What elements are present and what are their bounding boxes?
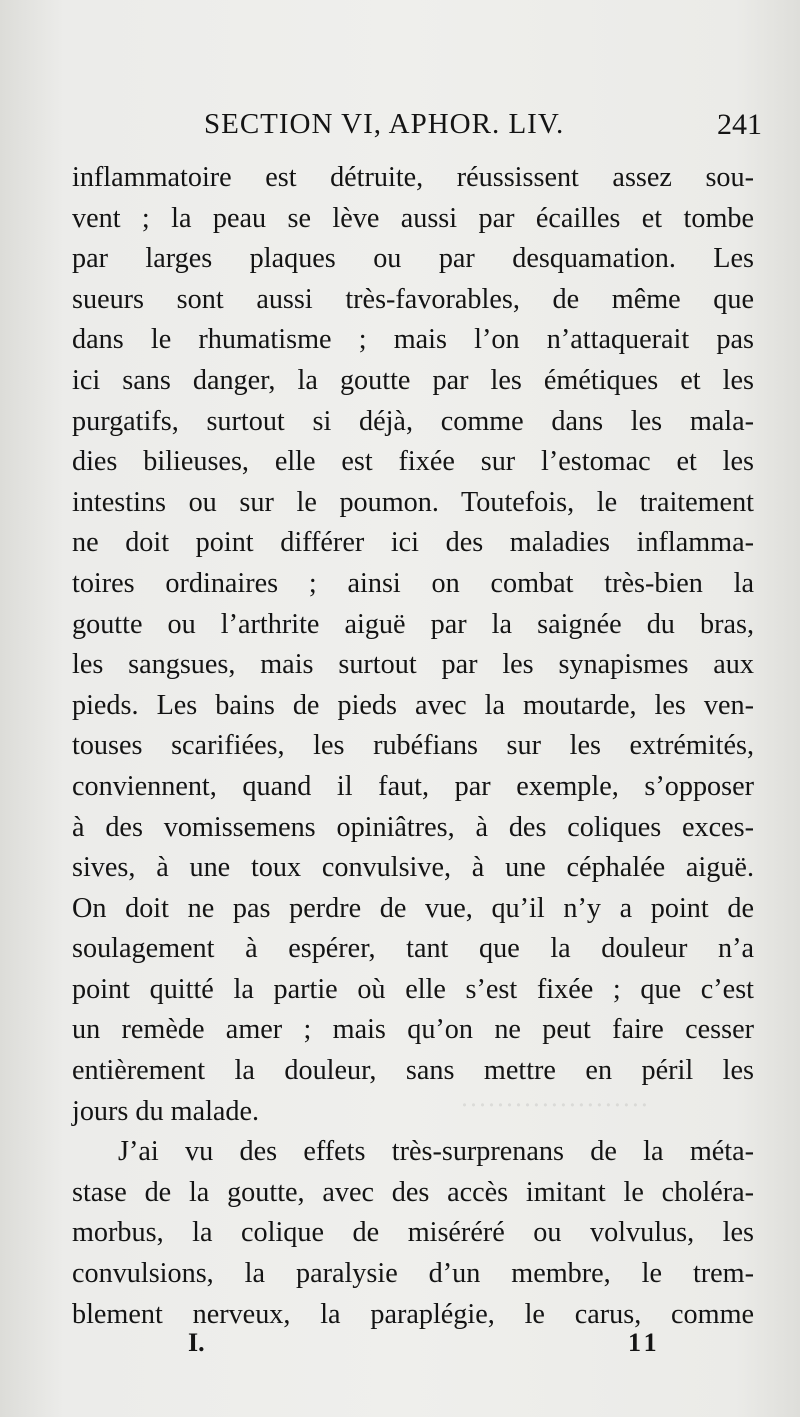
text-line: vent ; la peau se lève aussi par écailles et tombe xyxy=(72,202,754,234)
text-line: blement nerveux, la paraplégie, le carus, comme xyxy=(72,1298,754,1330)
text-line: entièrement la douleur, sans mettre en péril les xyxy=(72,1055,754,1087)
text-line: On doit ne pas perdre de vue, qu’il n’y a point de xyxy=(72,892,754,924)
running-head xyxy=(70,108,770,152)
page-number: 241 xyxy=(717,108,762,141)
text-line: toires ordinaires ; ainsi on combat très-bien la xyxy=(72,567,754,599)
running-title: SECTION VI, APHOR. LIV. xyxy=(204,108,565,140)
text-line: sueurs sont aussi très-favorables, de même que xyxy=(72,283,754,315)
text-line: ici sans danger, la goutte par les émétiques et les xyxy=(72,364,754,396)
text-line: inflammatoire est détruite, réussissent assez sou- xyxy=(72,162,754,193)
text-line: goutte ou l’arthrite aiguë par la saignée du bras, xyxy=(72,608,754,640)
text-line: dies bilieuses, elle est fixée sur l’estomac et les xyxy=(72,446,754,478)
show-through-mark: ····················· xyxy=(460,1090,649,1120)
text-line: stase de la goutte, avec des accès imitant le choléra- xyxy=(72,1176,754,1208)
text-line: dans le rhumatisme ; mais l’on n’attaquerait pas xyxy=(72,324,754,356)
text-line: sives, à une toux convulsive, à une céphalée aiguë. xyxy=(72,852,754,884)
text-line: purgatifs, surtout si déjà, comme dans les mala- xyxy=(72,405,754,437)
paragraph-end-line: jours du malade. xyxy=(72,1095,260,1127)
signature-mark: I. xyxy=(188,1328,205,1357)
text-line: morbus, la colique de miséréré ou volvulus, les xyxy=(72,1217,754,1249)
text-line: ne doit point différer ici des maladies inflamma- xyxy=(72,527,754,559)
page-footer xyxy=(70,1328,770,1364)
text-line: à des vomissemens opiniâtres, à des coliques exces- xyxy=(72,811,754,843)
text-line: intestins ou sur le poumon. Toutefois, le traitement xyxy=(72,486,754,518)
body-text xyxy=(72,158,754,1335)
paragraph-start-line: J’ai vu des effets très-surprenans de la méta- xyxy=(118,1136,754,1168)
text-line: un remède amer ; mais qu’on ne peut faire cesser xyxy=(72,1014,754,1046)
text-line: soulagement à espérer, tant que la douleur n’a xyxy=(72,933,754,965)
text-line: convulsions, la paralysie d’un membre, le trem- xyxy=(72,1258,754,1290)
text-line: point quitté la partie où elle s’est fixée ; que c’est xyxy=(72,973,754,1005)
text-line: conviennent, quand il faut, par exemple, s’opposer xyxy=(72,770,754,802)
text-line: touses scarifiées, les rubéfians sur les extrémités, xyxy=(72,730,754,762)
text-line: pieds. Les bains de pieds avec la moutarde, les ven- xyxy=(72,689,754,721)
text-line: par larges plaques ou par desquamation. Les xyxy=(72,243,754,275)
sheet-number: 11 xyxy=(628,1328,661,1357)
text-line: les sangsues, mais surtout par les synapismes aux xyxy=(72,649,754,681)
